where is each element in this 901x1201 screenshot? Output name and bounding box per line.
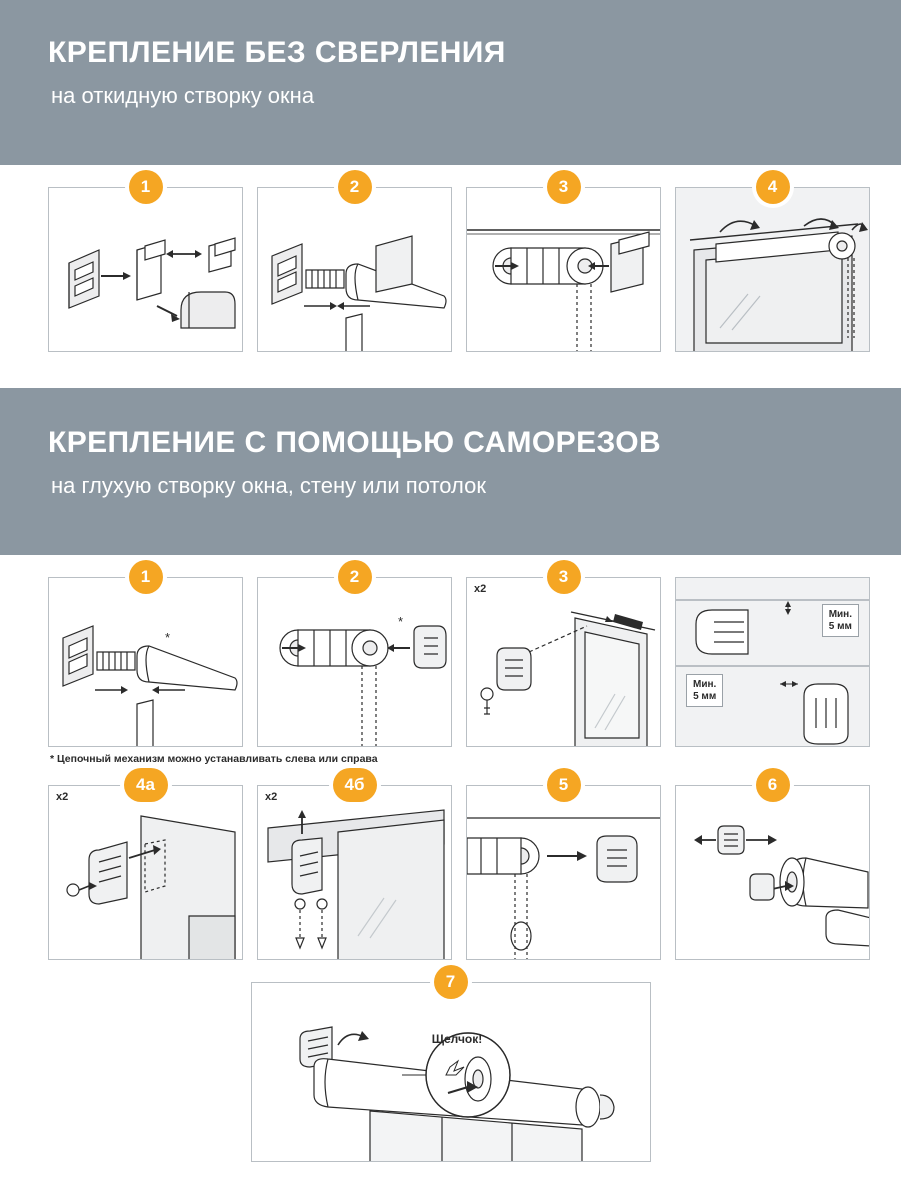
ceiling-mount-bracket-diagram [258,786,452,960]
roller-into-bracket-diagram [467,786,661,960]
step-card-s2-5 [466,775,661,960]
step-illustration-s2-4b [257,785,452,960]
step-badge-s2-5: 5 [547,768,581,802]
step-illustration-s2-3 [466,577,661,747]
quantity-label-s2-4b: x2 [265,791,278,803]
step-badge-1: 1 [129,170,163,204]
quantity-label-s2-3: x2 [474,583,487,595]
step-badge-s2-4b: 4б [333,768,377,802]
step-card-s2-1 [48,567,243,747]
section-2-row-2 [0,775,901,960]
step-badge-s2-3: 3 [547,560,581,594]
roller-insert-diagram [258,188,452,352]
measurement-card [675,577,870,747]
step-illustration-s2-7 [251,982,651,1162]
step-illustration-2 [257,187,452,352]
step-illustration-s2-2 [257,577,452,747]
step-card-2 [257,177,452,352]
step-badge-s2-4a: 4а [124,768,168,802]
section-1-banner [0,0,901,165]
final-click-lock-diagram [252,983,651,1162]
step-badge-s2-2: 2 [338,560,372,594]
step-card-1 [48,177,243,352]
svg-text:*: * [398,614,404,629]
step-card-4 [675,177,870,352]
step-card-3 [466,177,661,352]
bracket-clip-install-diagram [49,188,243,352]
pin-insert-roller-diagram [49,578,243,747]
section-2-row-1 [0,567,901,747]
step-illustration-4 [675,187,870,352]
step-badge-3: 3 [547,170,581,204]
svg-text:*: * [165,630,171,645]
endcap-click-diagram [676,786,870,960]
measurement-illustration [675,577,870,747]
chain-side-footnote: * Цепочный механизм можно устанавливать слева или справа [50,753,378,765]
step-badge-2: 2 [338,170,372,204]
min-clearance-bottom-label: Мин. 5 мм [686,674,723,707]
section-2-steps-row-3 [0,960,901,1162]
section-2-subtitle: на глухую створку окна, стену или потолок [51,472,486,498]
click-callout-text: Щелчок! [431,1032,482,1046]
roller-endcap-bracket-diagram [258,578,452,747]
roller-mount-right-diagram [467,188,661,352]
step-illustration-3 [466,187,661,352]
section-1-subtitle: на откидную створку окна [51,82,315,108]
section-1-steps [0,165,901,352]
step-illustration-s2-6 [675,785,870,960]
min-clearance-top-label: Мин. 5 мм [822,604,859,637]
section-2-steps-row-1 [0,555,901,765]
marking-position-diagram [467,578,661,747]
step-illustration-s2-1 [48,577,243,747]
step-card-s2-6 [675,775,870,960]
section-2-title: КРЕПЛЕНИЕ С ПОМОЩЬЮ САМОРЕЗОВ [48,426,662,459]
step-card-s2-4a [48,775,243,960]
section-2-row-3 [0,972,901,1162]
section-2-banner [0,388,901,555]
tilt-window-rotate-diagram [676,188,870,352]
step-card-s2-4b [257,775,452,960]
step-card-s2-7 [251,972,651,1162]
section-2-steps-row-2 [0,765,901,960]
step-card-s2-3 [466,567,661,747]
step-badge-4: 4 [756,170,790,204]
quantity-label-s2-4a: x2 [56,791,69,803]
step-illustration-s2-5 [466,785,661,960]
step-card-s2-2 [257,567,452,747]
step-badge-s2-1: 1 [129,560,163,594]
step-illustration-1 [48,187,243,352]
step-badge-s2-7: 7 [434,965,468,999]
wall-mount-bracket-diagram [49,786,243,960]
step-badge-s2-6: 6 [756,768,790,802]
section-1-title: КРЕПЛЕНИЕ БЕЗ СВЕРЛЕНИЯ [48,36,506,69]
section-1-step-row [0,177,901,352]
step-illustration-s2-4a [48,785,243,960]
